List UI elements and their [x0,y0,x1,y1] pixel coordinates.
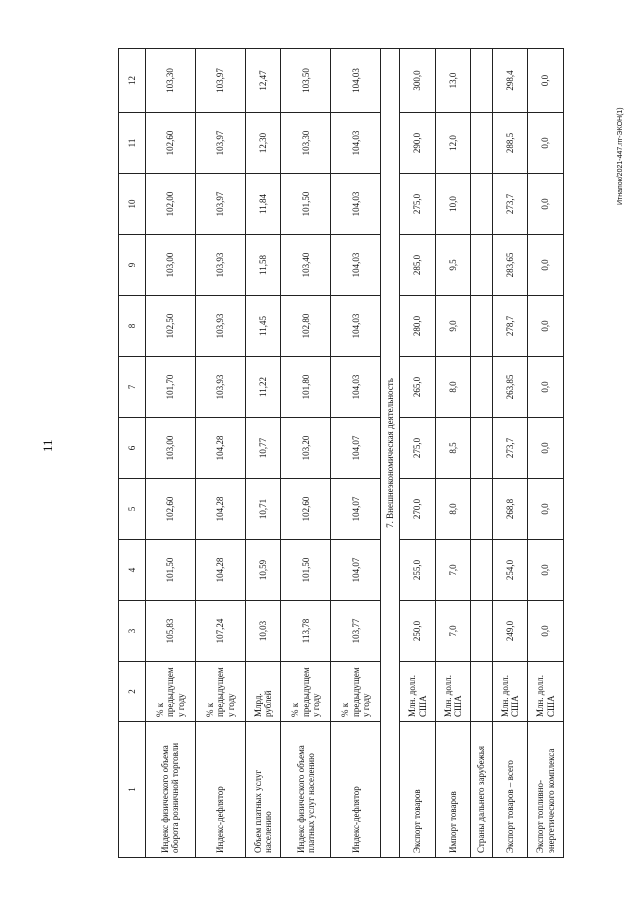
value-cell: 104,07 [331,540,381,601]
value-cell: 103,97 [195,113,245,174]
value-cell: 0,0 [528,296,564,357]
value-cell [471,49,492,113]
value-cell: 11,84 [245,174,281,235]
column-header: 10 [119,174,146,235]
value-cell: 101,50 [146,540,196,601]
column-header: 8 [119,296,146,357]
value-cell: 104,28 [195,418,245,479]
value-cell: 273,7 [492,418,528,479]
value-cell: 265,0 [400,357,436,418]
rotated-table-container [118,48,564,858]
value-cell: 105,83 [146,601,196,662]
value-cell: 249,0 [492,601,528,662]
column-header: 1 [119,722,146,858]
value-cell: 102,80 [281,296,331,357]
value-cell: 101,80 [281,357,331,418]
value-cell: 275,0 [400,174,436,235]
unit-cell: % к предыдущем у году [146,662,196,722]
value-cell [471,113,492,174]
value-cell: 103,20 [281,418,331,479]
value-cell: 8,5 [435,418,471,479]
value-cell: 12,47 [245,49,281,113]
value-cell: 11,22 [245,357,281,418]
value-cell: 101,70 [146,357,196,418]
value-cell: 102,60 [146,479,196,540]
indicator-name-cell: Экспорт топливно-энергетического комплекса [528,722,564,858]
value-cell: 290,0 [400,113,436,174]
column-header: 2 [119,662,146,722]
value-cell: 102,00 [146,174,196,235]
value-cell [471,357,492,418]
value-cell: 103,93 [195,296,245,357]
value-cell: 8,0 [435,357,471,418]
column-header: 9 [119,235,146,296]
value-cell: 103,30 [146,49,196,113]
unit-cell: Млн. долл. США [435,662,471,722]
value-cell: 280,0 [400,296,436,357]
header-row [119,49,146,858]
value-cell [471,296,492,357]
section-title: 7. Внешнеэкономическая деятельность [381,49,400,858]
document-id: Итнапок/2021-447.rrr-ЭКОН(1) [617,107,624,205]
page-number: 11 [40,439,55,452]
value-cell: 9,5 [435,235,471,296]
value-cell: 255,0 [400,540,436,601]
value-cell: 104,03 [331,235,381,296]
table-row [245,49,281,858]
unit-cell: % к предыдущем у году [195,662,245,722]
value-cell: 278,7 [492,296,528,357]
value-cell: 7,0 [435,540,471,601]
value-cell: 104,28 [195,479,245,540]
value-cell: 11,58 [245,235,281,296]
table-row [435,49,471,858]
table-row [146,49,196,858]
value-cell: 103,77 [331,601,381,662]
value-cell: 103,93 [195,235,245,296]
value-cell [471,601,492,662]
value-cell: 300,0 [400,49,436,113]
value-cell: 103,97 [195,49,245,113]
value-cell: 103,00 [146,235,196,296]
table-row [528,49,564,858]
value-cell: 104,03 [331,49,381,113]
table-row [195,49,245,858]
value-cell: 10,0 [435,174,471,235]
table-row [492,49,528,858]
column-header: 6 [119,418,146,479]
value-cell [471,418,492,479]
value-cell: 12,30 [245,113,281,174]
value-cell: 268,8 [492,479,528,540]
value-cell: 0,0 [528,418,564,479]
value-cell: 0,0 [528,357,564,418]
value-cell: 104,28 [195,540,245,601]
table-row [281,49,331,858]
value-cell: 0,0 [528,235,564,296]
value-cell: 0,0 [528,540,564,601]
value-cell: 103,30 [281,113,331,174]
value-cell: 103,93 [195,357,245,418]
value-cell: 103,00 [146,418,196,479]
value-cell: 10,71 [245,479,281,540]
value-cell: 11,45 [245,296,281,357]
value-cell: 0,0 [528,113,564,174]
value-cell [471,174,492,235]
value-cell: 273,7 [492,174,528,235]
value-cell: 104,07 [331,418,381,479]
value-cell: 103,97 [195,174,245,235]
value-cell: 275,0 [400,418,436,479]
value-cell: 0,0 [528,479,564,540]
table-row [331,49,381,858]
value-cell: 288,5 [492,113,528,174]
value-cell: 0,0 [528,49,564,113]
value-cell: 103,50 [281,49,331,113]
value-cell [471,235,492,296]
value-cell: 9,0 [435,296,471,357]
indicator-name-cell: Индекс физического объема платных услуг населению [281,722,331,858]
indicator-name-cell: Индекс-дефлятор [331,722,381,858]
value-cell: 101,50 [281,174,331,235]
indicators-table [118,48,564,858]
value-cell: 10,03 [245,601,281,662]
value-cell: 270,0 [400,479,436,540]
value-cell: 7,0 [435,601,471,662]
value-cell: 0,0 [528,174,564,235]
value-cell: 298,4 [492,49,528,113]
value-cell: 12,0 [435,113,471,174]
column-header: 3 [119,601,146,662]
table-row [471,49,492,858]
unit-cell: % к предыдущем у году [331,662,381,722]
value-cell: 102,50 [146,296,196,357]
value-cell: 10,59 [245,540,281,601]
value-cell: 104,03 [331,113,381,174]
value-cell: 10,77 [245,418,281,479]
section-row [381,49,400,858]
unit-cell: Млн. долл. США [492,662,528,722]
unit-cell: Млн. долл. США [528,662,564,722]
value-cell: 104,07 [331,479,381,540]
indicator-name-cell: Индекс-дефлятор [195,722,245,858]
value-cell: 254,0 [492,540,528,601]
unit-cell [471,662,492,722]
indicator-name-cell: Объем платных услуг населению [245,722,281,858]
value-cell: 101,50 [281,540,331,601]
value-cell: 13,0 [435,49,471,113]
value-cell: 103,40 [281,235,331,296]
value-cell: 102,60 [281,479,331,540]
value-cell: 285,0 [400,235,436,296]
table-row [400,49,436,858]
indicator-name-cell: Страны дальнего зарубежья [471,722,492,858]
column-header: 12 [119,49,146,113]
value-cell: 107,24 [195,601,245,662]
value-cell [471,479,492,540]
unit-cell: % к предыдущем у году [281,662,331,722]
value-cell [471,540,492,601]
indicator-name-cell: Экспорт товаров – всего [492,722,528,858]
unit-cell: Млн. долл. США [400,662,436,722]
value-cell: 263,85 [492,357,528,418]
column-header: 11 [119,113,146,174]
column-header: 4 [119,540,146,601]
value-cell: 104,03 [331,357,381,418]
value-cell: 104,03 [331,296,381,357]
value-cell: 250,0 [400,601,436,662]
unit-cell: Млрд. рублей [245,662,281,722]
value-cell: 8,0 [435,479,471,540]
indicator-name-cell: Экспорт товаров [400,722,436,858]
value-cell: 104,03 [331,174,381,235]
value-cell: 0,0 [528,601,564,662]
column-header: 7 [119,357,146,418]
value-cell: 283,65 [492,235,528,296]
column-header: 5 [119,479,146,540]
indicator-name-cell: Импорт товаров [435,722,471,858]
indicator-name-cell: Индекс физического объема оборота розничной торговли [146,722,196,858]
value-cell: 113,78 [281,601,331,662]
value-cell: 102,60 [146,113,196,174]
